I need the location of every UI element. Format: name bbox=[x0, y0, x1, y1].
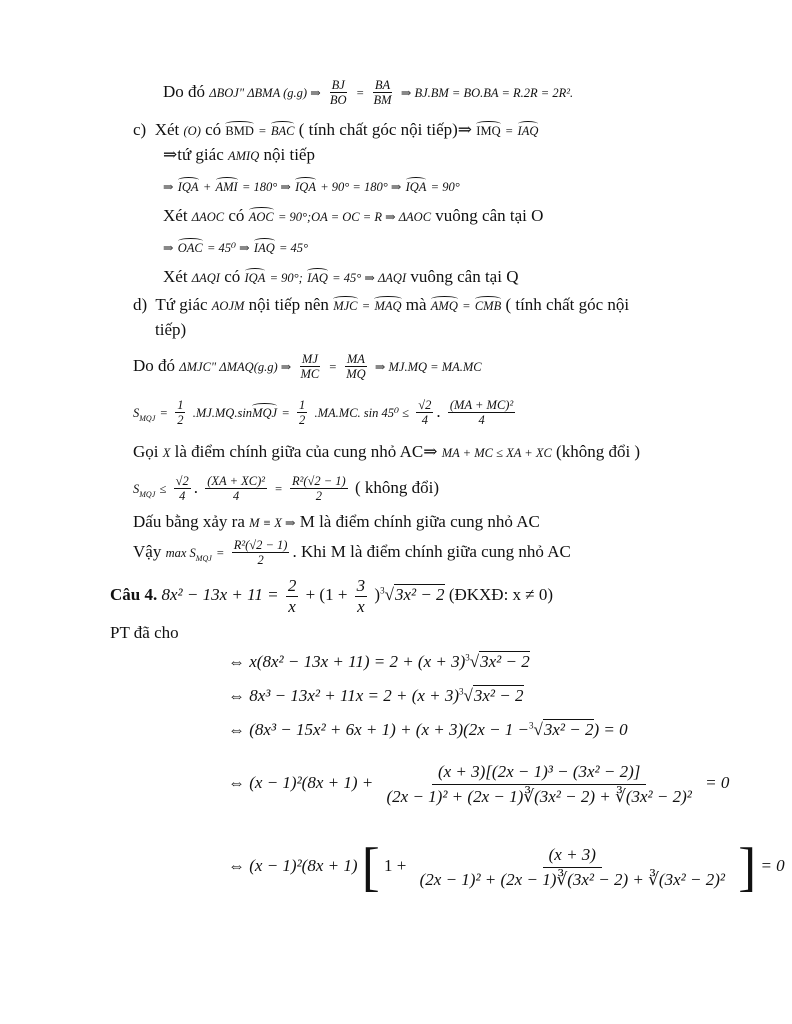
angle-bmd: BMD bbox=[225, 124, 254, 138]
line-xet-aqi: Xét ΔAQI có IQA = 90°; IAQ = 45° ⇒ ΔAQI vuông cân tại Q bbox=[163, 267, 519, 286]
fraction-3-x: $\frac{3}{x}$ bbox=[356, 576, 366, 616]
angle-mjc: MJC bbox=[333, 299, 358, 313]
line-oac-45: ⇒ OAC = 45⁰ ⇒ IAQ = 45° bbox=[163, 241, 309, 255]
line-equality: Dấu bằng xảy ra M ≡ X ⇒ M là điểm chính giữa cung nhỏ AC bbox=[133, 512, 540, 531]
angle-iaq: IAQ bbox=[517, 124, 539, 138]
angle-iaq: IAQ bbox=[253, 241, 275, 255]
text-do-do: Do đó bbox=[163, 81, 206, 101]
line-cau-4: Câu 4. 8x² − 13x + 11 = $\frac{2}{x}$ + (1 + $\frac{3}{x}$ )$^3$√3x² − 2 (ĐKXĐ: x ≠ 0) bbox=[110, 576, 554, 616]
line-area-bound: $S_{MQJ}$ ≤ $\frac{√2}{4}$ . $\frac{\text{(XA + XC)²}}{4}$ = $\frac{\text{R²(√2 − 1)}}{2}$ ( không đổi) bbox=[133, 474, 440, 504]
eq-step-4: ⇔ (x − 1)²(8x + 1) + $\frac{\text{(x + 3)[(2x − 1)³ − (3x² − 2)]}}{\text{(2x − 1)² + (2x − 1)∛(3x² − 2) + ∛(3x² − 2)²}}$ = 0 bbox=[228, 760, 729, 808]
point-x: X bbox=[162, 446, 171, 460]
fraction-conjugate: $\frac{\text{(x + 3)[(2x − 1)³ − (3x² − 2)]}}{\text{(2x − 1)² + (2x − 1)∛(3x² − 2) + ∛(3x² − 2)²}}$ bbox=[386, 762, 692, 806]
quad-amiq: AMIQ bbox=[228, 149, 260, 163]
right-bracket: ] bbox=[738, 837, 757, 897]
quad-aojm: AOJM bbox=[211, 299, 245, 313]
fraction-2-x: $\frac{2}{x}$ bbox=[287, 576, 297, 616]
angle-imq: IMQ bbox=[476, 124, 501, 138]
angle-aoc: AOC bbox=[248, 210, 274, 224]
line-part-c: c) Xét (O) có BMD = BAC ( tính chất góc nội tiếp)⇒ IMQ = IAQ bbox=[133, 120, 539, 139]
condition: (ĐKXĐ: x ≠ 0) bbox=[448, 584, 554, 604]
angle-maq: MAQ bbox=[374, 299, 402, 313]
line-goi-x: Gọi X là điểm chính giữa của cung nhỏ AC⇒ MA + MC ≤ XA + XC (không đổi ) bbox=[133, 442, 641, 461]
triangle-aqi: ΔAQI bbox=[191, 271, 220, 285]
part-label-c: c) bbox=[133, 120, 147, 139]
fraction-ba-bm: $\frac{BA}{BM}$ bbox=[373, 78, 392, 108]
line-xet-aoc: Xét ΔAOC có AOC = 90°;OA = OC = R ⇒ ΔAOC vuông cân tại O bbox=[163, 206, 544, 225]
fraction-r2-sqrt2: $\frac{\text{R²(√2 − 1)}}{2}$ bbox=[291, 474, 346, 504]
angle-iqa: IQA bbox=[177, 180, 199, 194]
line-angle-sum: ⇒ IQA + AMI = 180° ⇒ IQA + 90° = 180° ⇒ IQA = 90° bbox=[163, 180, 460, 194]
fraction-sqrt2-4: $\frac{√2}{4}$ bbox=[418, 398, 432, 428]
eq-step-3: ⇔ (8x³ − 15x² + 6x + 1) + (x + 3)(2x − 1 −$^3$√3x² − 2) = 0 bbox=[228, 720, 628, 739]
fraction-half: $\frac{1}{2}$ bbox=[177, 398, 184, 428]
eq-step-5: ⇔ (x − 1)²(8x + 1) [ 1 + $\frac{(x + 3)}{\text{(2x − 1)² + (2x − 1)∛(3x² − 2) + ∛(3x² − 2)²}}$ ] = 0 bbox=[228, 837, 785, 897]
eq-similar: ΔBOJ" ΔBMA (g.g) ⇒ bbox=[209, 85, 321, 100]
fraction-factor: $\frac{(x + 3)}{\text{(2x − 1)² + (2x − 1)∛(3x² − 2) + ∛(3x² − 2)²}}$ bbox=[419, 844, 725, 889]
left-bracket: [ bbox=[361, 837, 380, 897]
line-do-do-2: Do đó ΔMJC" ΔMAQ(g.g) ⇒ $\frac{MJ}{MC}$ = $\frac{MA}{MQ}$ ⇒ MJ.MQ = MA.MC bbox=[133, 352, 482, 382]
angle-mqj: MQJ bbox=[252, 405, 278, 420]
part-label-d: d) bbox=[133, 295, 148, 314]
angle-oac: OAC bbox=[177, 241, 203, 255]
line-do-do-1: Do đó ΔBOJ" ΔBMA (g.g) ⇒ $\frac{BJ}{BO}$ = $\frac{BA}{BM}$ ⇒ BJ.BM = BO.BA = R.2R = 2R². bbox=[163, 78, 574, 108]
line-conclusion: Vậy $\max S_{MQJ}$ = $\frac{\text{R²(√2 − 1)}}{2}$ . Khi M là điểm chính giữa cung nhỏ AC bbox=[133, 538, 571, 568]
fraction-bj-bo: $\frac{BJ}{BO}$ bbox=[329, 78, 347, 108]
angle-ami: AMI bbox=[215, 180, 238, 194]
line-pt-da-cho: PT đã cho bbox=[110, 623, 179, 642]
circle-o: (O) bbox=[183, 124, 201, 138]
fraction-mj-mc: $\frac{MJ}{MC}$ bbox=[300, 352, 320, 382]
angle-bac: BAC bbox=[270, 124, 295, 138]
angle-iaq: IAQ bbox=[307, 271, 328, 285]
fraction-sqrt2-4: $\frac{√2}{4}$ bbox=[175, 474, 189, 504]
ineq-ma-mc: MA + MC ≤ XA + XC bbox=[441, 446, 552, 460]
eq-similar-mjc: ΔMJC" ΔMAQ(g.g) ⇒ bbox=[179, 359, 292, 374]
eq-product: ⇒ BJ.BM = BO.BA = R.2R = 2R². bbox=[400, 85, 574, 100]
eq-step-2: ⇔ $8x^3 - 13x^2 + 11x = 2 + (x + 3)^3√3x^2 - 2$ bbox=[228, 686, 524, 705]
angle-amq: AMQ bbox=[430, 299, 458, 313]
fraction-ma-mc-squared: $\frac{\text{(MA + MC)²}}{4}$ bbox=[449, 398, 514, 428]
triangle-aoc: ΔAOC bbox=[191, 210, 225, 224]
fraction-ma-mq: $\frac{MA}{MQ}$ bbox=[346, 352, 366, 382]
line-part-d: d) Tứ giác AOJM nội tiếp nên MJC = MAQ mà AMQ = CMB ( tính chất góc nội bbox=[133, 295, 630, 314]
line-cyclic-quad: ⇒tứ giác AMIQ nội tiếp bbox=[163, 145, 315, 164]
fraction-xa-xc-squared: $\frac{\text{(XA + XC)²}}{4}$ bbox=[207, 474, 266, 504]
fraction-half: $\frac{1}{2}$ bbox=[299, 398, 306, 428]
fraction-r2-sqrt2: $\frac{\text{R²(√2 − 1)}}{2}$ bbox=[233, 538, 288, 568]
eq-step-1: ⇔ $x(8x^2 - 13x + 11) = 2 + (x + 3)^3√3x^2 - 2$ bbox=[228, 652, 530, 671]
angle-cmb: CMB bbox=[474, 299, 502, 313]
line-tiep: tiếp) bbox=[155, 320, 187, 339]
angle-iqa: IQA bbox=[405, 180, 427, 194]
angle-iqa: IQA bbox=[295, 180, 316, 194]
angle-iqa: IQA bbox=[244, 271, 266, 285]
question-label: Câu 4. bbox=[110, 584, 158, 604]
line-area-formula: $S_{MQJ}$ = $\frac{1}{2}$ .MJ.MQ.sinMQJ = $\frac{1}{2}$ .MA.MC. sin 45⁰ ≤ $\frac{√2}{4}$ . $\frac{\text{(MA + MC)²}}{4}$ bbox=[133, 398, 514, 428]
